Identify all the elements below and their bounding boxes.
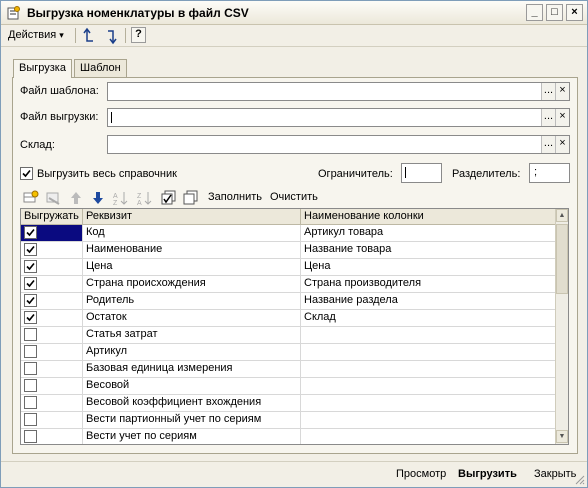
table-row[interactable] <box>21 225 556 242</box>
help-icon: ? <box>135 28 142 40</box>
checkmark-icon <box>26 262 35 271</box>
warehouse-label: Склад: <box>20 139 55 151</box>
export-cell <box>21 344 83 360</box>
attribute-cell[interactable]: Остаток <box>83 310 301 326</box>
export-checkbox[interactable] <box>24 260 37 273</box>
table-header <box>21 209 556 225</box>
attribute-cell[interactable]: Артикул <box>83 344 301 360</box>
template-file-clear-button[interactable] <box>555 83 569 100</box>
export-checkbox[interactable] <box>24 413 37 426</box>
ellipsis-icon: ... <box>543 137 554 149</box>
template-file-label: Файл шаблона: <box>20 85 99 97</box>
attribute-cell[interactable]: Родитель <box>83 293 301 309</box>
title-bar <box>1 1 587 25</box>
arrow-down-icon[interactable] <box>89 189 107 207</box>
attribute-cell[interactable]: Вести партионный учет по сериям <box>83 412 301 428</box>
tab-template[interactable] <box>74 59 127 77</box>
export-button[interactable]: Выгрузить <box>458 468 517 480</box>
close-button[interactable]: Закрыть <box>534 468 577 480</box>
arrow-up-icon[interactable] <box>67 189 85 207</box>
scroll-thumb[interactable] <box>556 224 568 294</box>
table-row[interactable] <box>21 327 556 344</box>
table-row[interactable] <box>21 344 556 361</box>
maximize-button[interactable] <box>546 4 563 21</box>
table-row[interactable] <box>21 429 556 445</box>
attribute-cell[interactable]: Базовая единица измерения <box>83 361 301 377</box>
svg-text:Z: Z <box>113 200 118 207</box>
column-name-cell[interactable]: Цена <box>304 260 331 272</box>
attribute-cell[interactable]: Код <box>83 225 301 241</box>
export-checkbox[interactable] <box>24 430 37 443</box>
column-header-attribute[interactable]: Реквизит <box>83 209 301 224</box>
export-cell <box>21 412 83 428</box>
actions-menu-label: Действия <box>8 29 57 41</box>
checkmark-icon <box>26 228 35 237</box>
scroll-down-icon[interactable]: ▼ <box>556 430 568 443</box>
export-checkbox[interactable] <box>24 226 37 239</box>
column-name-cell[interactable]: Страна производителя <box>304 277 422 289</box>
export-checkbox[interactable] <box>24 277 37 290</box>
attribute-cell[interactable]: Весовой коэффициент вхождения <box>83 395 301 411</box>
column-name-cell[interactable]: Склад <box>304 311 336 323</box>
separator-value: ; <box>534 166 538 178</box>
actions-menu[interactable] <box>8 29 64 41</box>
table-row[interactable] <box>21 395 556 412</box>
form-icon <box>7 6 21 20</box>
template-file-select-button[interactable] <box>541 83 555 100</box>
export-cell <box>21 225 83 241</box>
attribute-cell[interactable]: Цена <box>83 259 301 275</box>
column-name-cell[interactable] <box>301 429 556 445</box>
attribute-cell[interactable]: Весовой <box>83 378 301 394</box>
table-row[interactable] <box>21 259 556 276</box>
text-caret <box>405 167 406 178</box>
table-row[interactable] <box>21 276 556 293</box>
warehouse-clear-button[interactable] <box>555 136 569 153</box>
export-file-label: Файл выгрузки: <box>20 111 99 123</box>
attribute-cell[interactable]: Наименование <box>83 242 301 258</box>
table-row[interactable] <box>21 293 556 310</box>
toolbar-separator <box>125 28 126 43</box>
svg-text:Z: Z <box>137 193 142 200</box>
preview-button[interactable]: Просмотр <box>396 468 447 480</box>
warehouse-select-button[interactable] <box>541 136 555 153</box>
table-row[interactable] <box>21 378 556 395</box>
export-checkbox[interactable] <box>24 294 37 307</box>
add-row-icon[interactable] <box>22 189 40 207</box>
export-cell <box>21 429 83 445</box>
export-cell <box>21 242 83 258</box>
svg-text:A: A <box>113 193 118 200</box>
export-checkbox[interactable] <box>24 345 37 358</box>
separator-field[interactable] <box>529 163 570 183</box>
checkmark-icon <box>26 279 35 288</box>
main-toolbar <box>1 25 587 47</box>
export-all-checkbox[interactable] <box>20 167 33 180</box>
separator-label: Разделитель: <box>452 168 521 180</box>
column-name-cell[interactable] <box>301 327 556 343</box>
scroll-up-icon[interactable]: ▲ <box>556 209 568 222</box>
export-all-label: Выгрузить весь справочник <box>37 168 177 180</box>
tab-export[interactable] <box>13 59 72 78</box>
export-cell <box>21 293 83 309</box>
attributes-table <box>20 208 569 445</box>
table-row[interactable] <box>21 412 556 429</box>
export-file-clear-button[interactable] <box>555 109 569 126</box>
export-cell <box>21 310 83 326</box>
export-checkbox[interactable] <box>24 243 37 256</box>
delimiter-char-label: Ограничитель: <box>318 168 393 180</box>
text-caret <box>111 112 112 123</box>
column-name-cell[interactable]: Артикул товара <box>304 226 384 238</box>
window-title: Выгрузка номенклатуры в файл CSV <box>27 6 249 20</box>
clear-button[interactable]: Очистить <box>270 191 318 203</box>
delimiter-char-field[interactable] <box>401 163 442 183</box>
tab-export-label: Выгрузка <box>19 62 66 74</box>
export-checkbox[interactable] <box>24 379 37 392</box>
column-name-cell[interactable]: Название товара <box>304 243 392 255</box>
svg-text:A: A <box>137 200 142 207</box>
undo-icon[interactable] <box>81 27 99 45</box>
export-checkbox[interactable] <box>24 311 37 324</box>
export-cell <box>21 361 83 377</box>
column-name-cell[interactable] <box>301 395 556 411</box>
close-window-button[interactable] <box>566 4 583 21</box>
column-name-cell[interactable] <box>301 344 556 360</box>
column-name-cell[interactable] <box>301 378 556 394</box>
column-name-cell[interactable]: Название раздела <box>304 294 398 306</box>
resize-grip-icon[interactable] <box>575 475 585 485</box>
delete-row-icon[interactable] <box>45 189 63 207</box>
checkmark-icon <box>26 313 35 322</box>
ellipsis-icon: ... <box>543 110 554 122</box>
sort-ascending-icon[interactable] <box>112 189 130 207</box>
table-row[interactable] <box>21 361 556 378</box>
close-icon: × <box>571 6 578 18</box>
dialog-footer <box>1 461 587 487</box>
chevron-down-icon: ▾ <box>59 30 64 40</box>
export-cell <box>21 276 83 292</box>
column-header-column-name[interactable]: Наименование колонки <box>304 210 424 222</box>
table-row[interactable] <box>21 310 556 327</box>
clear-icon: × <box>559 84 566 96</box>
export-checkbox[interactable] <box>24 396 37 409</box>
export-file-select-button[interactable] <box>541 109 555 126</box>
clear-icon: × <box>559 137 566 149</box>
template-file-field[interactable] <box>107 82 570 101</box>
warehouse-field[interactable] <box>107 135 570 154</box>
maximize-icon: □ <box>551 6 558 18</box>
column-name-cell[interactable] <box>301 412 556 428</box>
attribute-cell[interactable]: Вести учет по сериям <box>83 429 301 445</box>
minimize-icon: _ <box>531 6 538 18</box>
table-row[interactable] <box>21 242 556 259</box>
attribute-cell[interactable]: Статья затрат <box>83 327 301 343</box>
checkmark-icon <box>22 169 31 178</box>
export-checkbox[interactable] <box>24 328 37 341</box>
fill-button[interactable]: Заполнить <box>208 191 263 203</box>
export-cell <box>21 259 83 275</box>
help-button[interactable] <box>131 27 146 43</box>
uncheck-all-icon[interactable] <box>182 189 200 207</box>
export-checkbox[interactable] <box>24 362 37 375</box>
tab-template-label: Шаблон <box>80 62 121 74</box>
ellipsis-icon: ... <box>543 84 554 96</box>
checkmark-icon <box>26 296 35 305</box>
column-header-export[interactable]: Выгружать <box>21 209 83 224</box>
toolbar-separator <box>75 28 76 43</box>
minimize-button[interactable] <box>526 4 543 21</box>
export-cell <box>21 395 83 411</box>
export-cell <box>21 327 83 343</box>
check-all-icon[interactable] <box>160 189 178 207</box>
checkmark-icon <box>26 245 35 254</box>
vertical-scrollbar[interactable] <box>555 209 568 444</box>
sort-descending-icon[interactable] <box>136 189 154 207</box>
column-name-cell[interactable] <box>301 361 556 377</box>
redo-icon[interactable] <box>103 27 121 45</box>
clear-icon: × <box>559 110 566 122</box>
attribute-cell[interactable]: Страна происхождения <box>83 276 301 292</box>
export-file-field[interactable] <box>107 108 570 127</box>
export-cell <box>21 378 83 394</box>
